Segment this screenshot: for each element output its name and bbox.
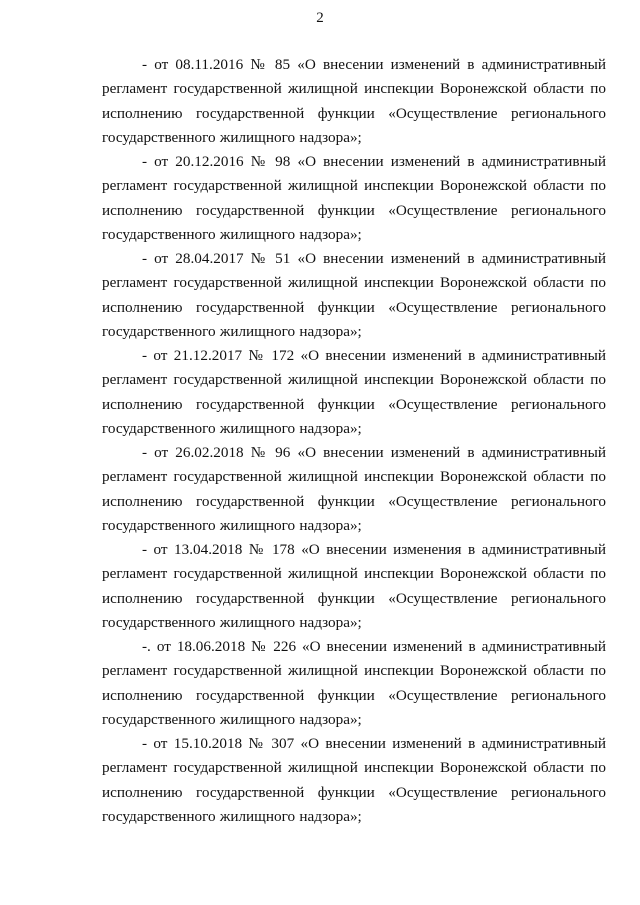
list-item: -. от 18.06.2018 № 226 «О внесении изменений в административный регламент государственной жилищной инспекции Воронежской области по исполнению государственной функции «Осуществление регионального государственного жилищного надзора»; xyxy=(102,638,606,728)
list-item: - от 20.12.2016 № 98 «О внесении изменений в административный регламент государственной жилищной инспекции Воронежской области по исполнению государственной функции «Осуществление регионального государственного жилищного надзора»; xyxy=(102,153,606,243)
list-item: - от 21.12.2017 № 172 «О внесении изменений в административный регламент государственной жилищной инспекции Воронежской области по исполнению государственной функции «Осуществление регионального государственного жилищного надзора»; xyxy=(102,347,606,437)
document-body xyxy=(102,53,606,829)
list-item: - от 08.11.2016 № 85 «О внесении изменений в административный регламент государственной жилищной инспекции Воронежской области по исполнению государственной функции «Осуществление регионального государственного жилищного надзора»; xyxy=(102,56,606,146)
list-item: - от 15.10.2018 № 307 «О внесении изменений в административный регламент государственной жилищной инспекции Воронежской области по исполнению государственной функции «Осуществление регионального государственного жилищного надзора»; xyxy=(102,735,606,825)
page-number: 2 xyxy=(316,10,324,26)
list-item: - от 13.04.2018 № 178 «О внесении изменения в административный регламент государственной жилищной инспекции Воронежской области по исполнению государственной функции «Осуществление регионального государственного жилищного надзора»; xyxy=(102,541,606,631)
list-item: - от 28.04.2017 № 51 «О внесении изменений в административный регламент государственной жилищной инспекции Воронежской области по исполнению государственной функции «Осуществление регионального государственного жилищного надзора»; xyxy=(102,250,606,340)
list-item: - от 26.02.2018 № 96 «О внесении изменений в административный регламент государственной жилищной инспекции Воронежской области по исполнению государственной функции «Осуществление регионального государственного жилищного надзора»; xyxy=(102,444,606,534)
